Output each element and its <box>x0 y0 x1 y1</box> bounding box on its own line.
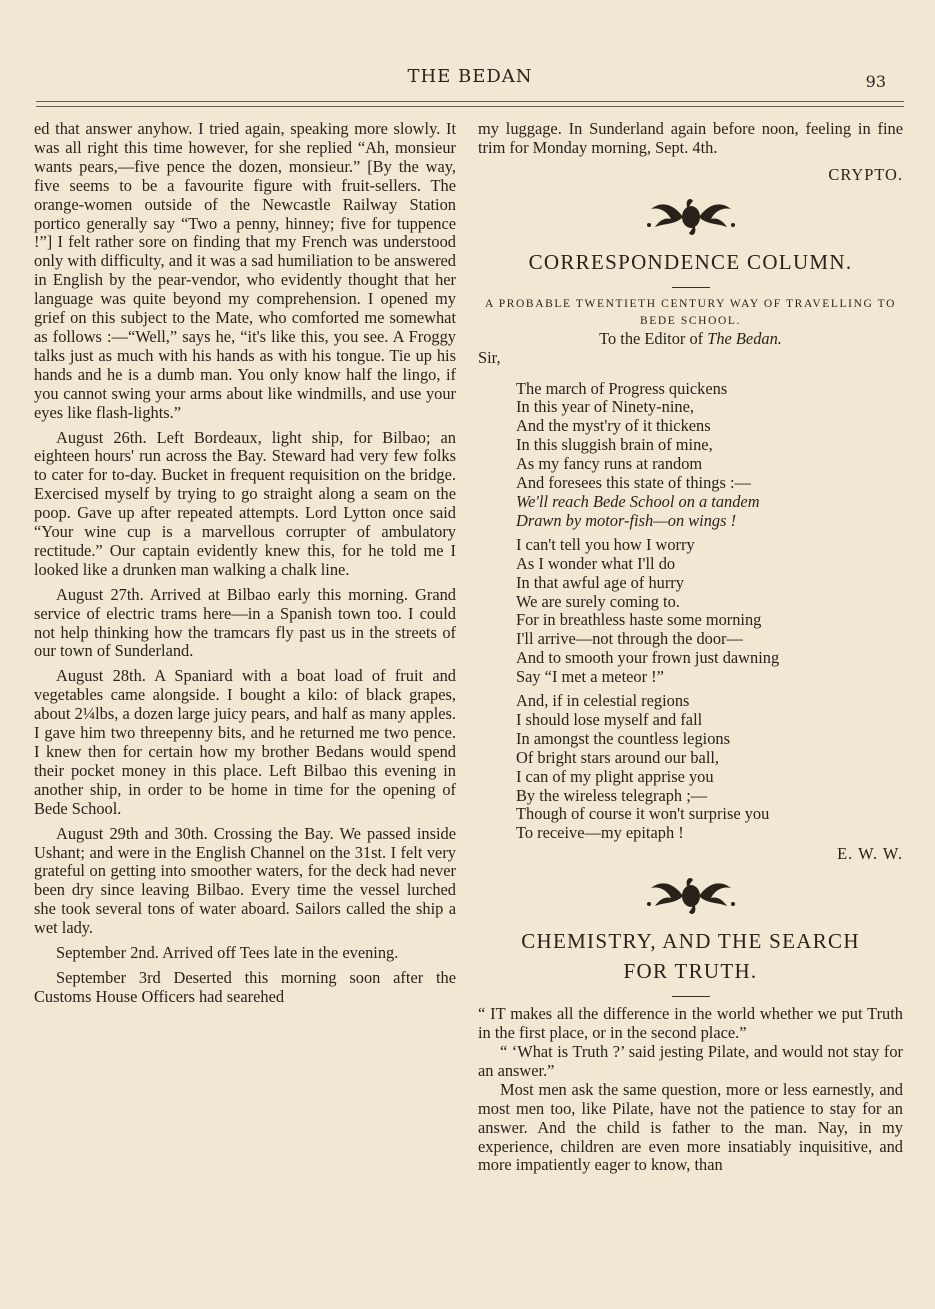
paper-name: The Bedan. <box>707 328 782 348</box>
header-rule <box>36 101 904 107</box>
poem-line: And, if in celestial regions <box>516 691 690 711</box>
correspondence-subtitle: A PROBABLE TWENTIETH CENTURY WAY OF TRAVELLING TO BEDE SCHOOL. <box>485 297 896 327</box>
chemistry-title-line1: CHEMISTRY, AND THE SEARCH <box>521 929 860 954</box>
paragraph: “ ‘What is Truth ?’ said jesting Pilate, and would not stay for an answer.” <box>478 1042 903 1080</box>
poem-line: As my fancy runs at random <box>516 454 703 474</box>
paragraph: August 29th and 30th. Crossing the Bay. We passed inside Ushant; and were in the English Channel on the 31st. I felt very grateful on getting into smoother waters, for the deck had never been dry since leaving Bilbao. Every time the vessel lurched she took several tons of water aboard. Sailors called the ship a wet lady. <box>34 823 456 938</box>
poem-line: In amongst the countless legions <box>516 728 730 748</box>
ornament-icon <box>643 874 739 918</box>
paragraph: August 26th. Left Bordeaux, light ship, for Bilbao; an eighteen hours' run across the Bay. Steward had very few folks to cater for to-day. Bucket in frequent requisition on the bridge. Exercised myself by trying to go straight along a seam on the poop. Gave up after repeated attempts. Lord Lytton once said “Your wine cup is a marvellous corrupter of ambulatory rectitude.” Our captain evidently knew this, for he told me I looked like a drunken man walking a chalk line. <box>34 427 456 579</box>
poem-line: As I wonder what I'll do <box>516 553 676 573</box>
poem-line: We are surely coming to. <box>516 591 680 611</box>
ornament-icon <box>643 195 739 239</box>
paragraph: “ IT makes all the difference in the world whether we put Truth in the first place, or in the second place.” <box>478 1004 903 1043</box>
poem-line: To receive—my epitaph ! <box>516 823 684 843</box>
poem-line: By the wireless telegraph ;— <box>516 785 708 805</box>
poem-line: We'll reach Bede School on a tandem <box>516 491 760 511</box>
page-header <box>36 66 904 96</box>
paragraph: September 3rd Deserted this morning soon after the Customs House Officers had searehed <box>34 967 456 1006</box>
correspondence-title: CORRESPONDENCE COLUMN. <box>528 249 853 274</box>
paragraph: August 28th. A Spaniard with a boat load of fruit and vegetables came alongside. I bought a kilo: of black grapes, about 2¼lbs, a dozen large juicy pears, and half as many apples. I gave him two threepenny bits, and he returned me two pence. I knew then for certain how my brother Bedans would spend their pocket money in this place. Left Bilbao this evening in another ship, in order to be home in time for the opening of Bede School. <box>34 666 456 818</box>
running-title: THE BEDAN <box>407 66 533 87</box>
left-column <box>34 120 456 1007</box>
poem-line: And foresees this state of things :— <box>516 473 751 493</box>
poem-line: In this year of Ninety-nine, <box>516 397 694 417</box>
poem-line: Of bright stars around our ball, <box>516 747 720 767</box>
poem-line: In that awful age of hurry <box>516 572 684 592</box>
paragraph: Most men ask the same question, more or less earnestly, and most men too, like Pilate, have not the patience to stay for an answer. And the child is father to the man. Nay, in my experience, children are even more insatiably inquisitive, and more impatiently eager to know, than <box>478 1079 903 1175</box>
chemistry-title-line2: FOR TRUTH. <box>623 959 758 984</box>
divider <box>672 996 710 997</box>
poem-line: In this sluggish brain of mine, <box>516 435 713 455</box>
poem-line: I'll arrive—not through the door— <box>516 629 743 649</box>
poem-line: And the myst'ry of it thickens <box>516 416 711 436</box>
paragraph: my luggage. In Sunderland again before noon, feeling in fine trim for Monday morning, Sept. 4th. <box>478 119 903 157</box>
salutation: Sir, <box>478 347 501 367</box>
poem-line: For in breathless haste some morning <box>516 610 762 630</box>
poem-line: I can't tell you how I worry <box>516 534 695 554</box>
paragraph: September 2nd. Arrived off Tees late in the evening. <box>56 943 399 963</box>
poem <box>516 380 903 844</box>
right-column <box>478 120 903 1175</box>
to-editor-line: To the Editor of The Bedan. <box>599 328 782 348</box>
poem-line: Drawn by motor-fish—on wings ! <box>516 510 737 530</box>
poem-line: I can of my plight apprise you <box>516 766 714 786</box>
paragraph: August 27th. Arrived at Bilbao early this morning. Grand service of electric trams here—in a Spanish town too. I could not help thinking how the tramcars fly past us in the streets of our town of Sunderland. <box>34 584 456 661</box>
poem-line: And to smooth your frown just dawning <box>516 648 780 668</box>
poem-line: I should lose myself and fall <box>516 709 703 729</box>
divider <box>672 287 710 288</box>
signature-eww: E. W. W. <box>837 844 903 864</box>
poem-line: Though of course it won't surprise you <box>516 804 770 824</box>
page-number: 93 <box>865 72 886 91</box>
poem-line: Say “I met a meteor !” <box>516 667 664 687</box>
paragraph: ed that answer anyhow. I tried again, speaking more slowly. It was all right this time however, for she replied “Ah, monsieur wants pears,—five pence the dozen, monsieur.” [By the way, five seems to be a favourite figure with fruit-sellers. The orange-women outside of the Newcastle Railway Station portico generally say “Two a penny, hinney; five for tuppence !”] I felt rather sore on finding that my French was understood only with difficulty, and it was a sad humiliation to be answered in English by the pear-vendor, who evidently thought that her language was quite beyond my comprehension. I opened my grief on this subject to the Mate, who comforted me somewhat as follows :—“Well,” says he, “it's like this, you see. A Froggy talks just as much with his hands as with his tongue. Tie up his hands and he is a dumb man. You only know half the lingo, if you cannot swing your arms about like windmills, and use your eyes like flash-lights.” <box>34 119 456 422</box>
signature-crypto: CRYPTO. <box>828 164 903 184</box>
poem-line: The march of Progress quickens <box>516 378 728 398</box>
